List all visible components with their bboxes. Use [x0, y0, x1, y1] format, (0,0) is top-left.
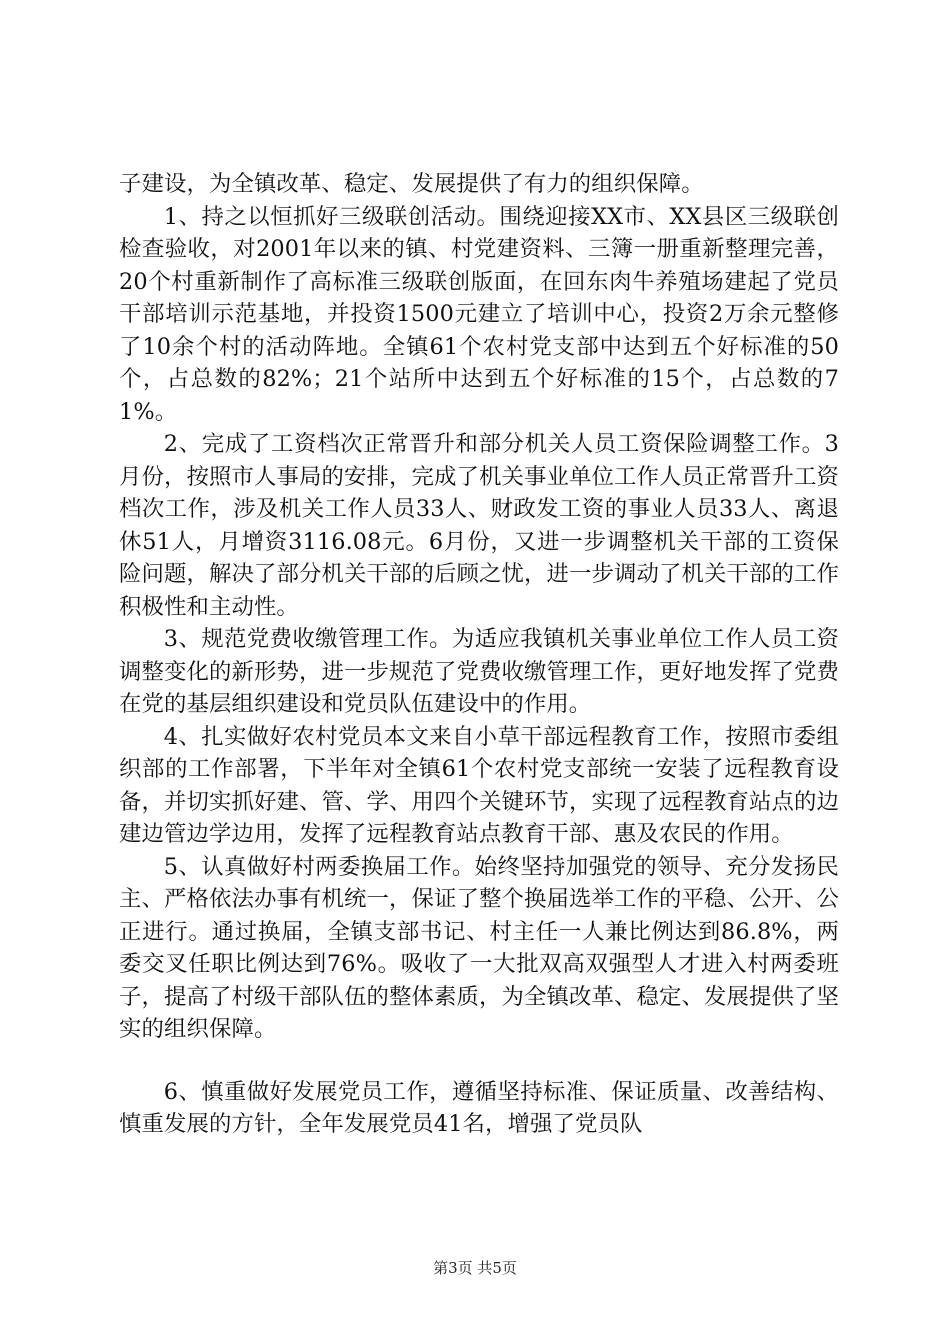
paragraph-item-6: 6、慎重做好发展党员工作，遵循坚持标准、保证质量、改善结构、慎重发展的方针，全年发展党员41名，增强了党员队	[119, 1078, 839, 1137]
paragraph-continuation: 子建设，为全镇改革、稳定、发展提供了有力的组织保障。	[119, 171, 704, 197]
paragraph-item-3: 3、规范党费收缴管理工作。为适应我镇机关事业单位工作人员工资调整变化的新形势，进一步规范了党费收缴管理工作，更好地发挥了党费在党的基层组织建设和党员队伍建设中的作用。	[119, 626, 839, 717]
paragraph-item-1: 1、持之以恒抓好三级联创活动。围绕迎接XX市、XX县区三级联创检查验收，对2001年以来的镇、村党建资料、三簿一册重新整理完善，20个村重新制作了高标准三级联创版面，在回东肉牛养殖场建起了党员干部培训示范基地，并投资1500元建立了培训中心，投资2万余元整修了10余个村的活动阵地。全镇61个农村党支部中达到五个好标准的50个，占总数的82%；21个站所中达到五个好标准的15个，占总数的71%。	[119, 203, 839, 425]
page-number-footer: 第3页 共5页	[433, 1259, 517, 1277]
paragraph-item-5: 5、认真做好村两委换届工作。始终坚持加强党的领导、充分发扬民主、严格依法办事有机统一，保证了整个换届选举工作的平稳、公开、公正进行。通过换届，全镇支部书记、村主任一人兼比例达到86.8%，两委交叉任职比例达到76%。吸收了一大批双高双强型人才进入村两委班子，提高了村级干部队伍的整体素质，为全镇改革、稳定、发展提供了坚实的组织保障。	[119, 853, 839, 1042]
paragraph-item-2: 2、完成了工资档次正常晋升和部分机关人员工资保险调整工作。3月份，按照市人事局的安排，完成了机关事业单位工作人员正常晋升工资档次工作，涉及机关工作人员33人、财政发工资的事业人员33人、离退休51人，月增资3116.08元。6月份，又进一步调整机关干部的工资保险问题，解决了部分机关干部的后顾之忧，进一步调动了机关干部的工作积极性和主动性。	[119, 431, 839, 620]
document-body	[119, 168, 839, 1141]
paragraph-item-4: 4、扎实做好农村党员本文来自小草干部远程教育工作，按照市委组织部的工作部署，下半年对全镇61个农村党支部统一安装了远程教育设备，并切实抓好建、管、学、用四个关键环节，实现了远程教育站点的边建边管边学边用，发挥了远程教育站点教育干部、惠及农民的作用。	[119, 723, 839, 847]
